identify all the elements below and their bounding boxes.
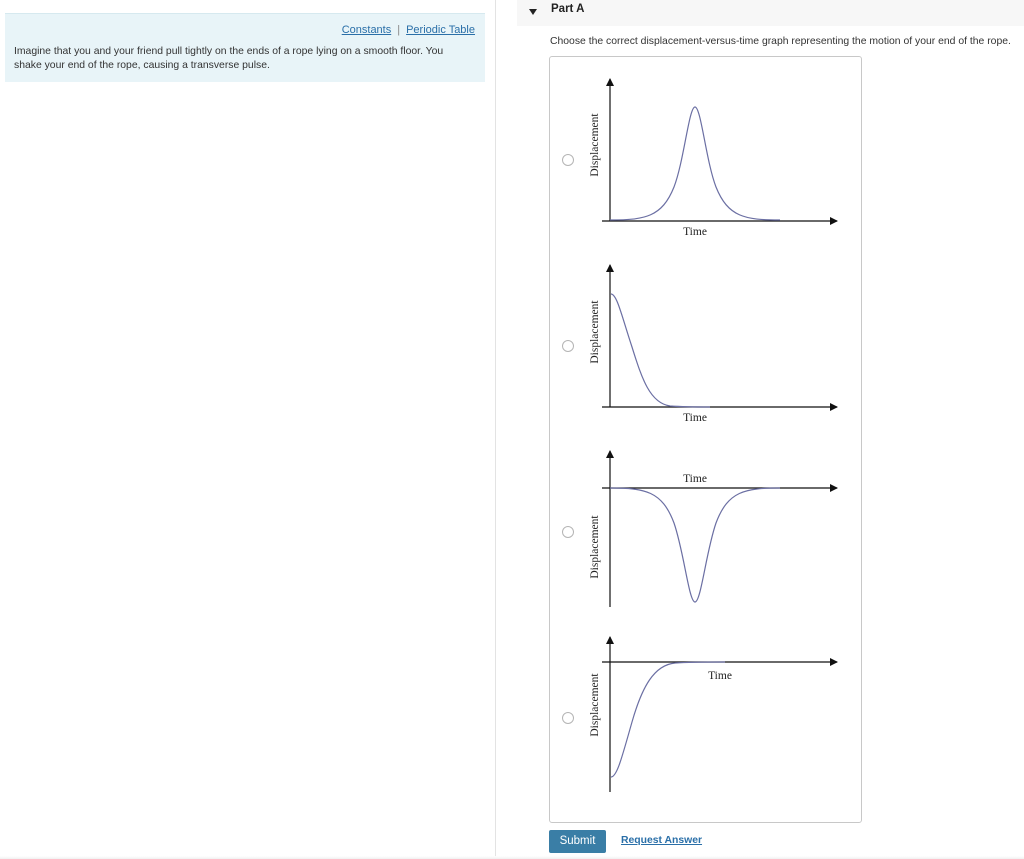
graph-d-ylabel: Displacement <box>589 673 601 737</box>
graph-a-curve <box>610 107 780 220</box>
graph-b-xlabel: Time <box>683 412 707 424</box>
answer-choices-box <box>549 56 862 823</box>
graph-b-curve <box>611 294 710 407</box>
choice-graphs <box>550 57 861 822</box>
graph-d <box>589 637 837 792</box>
graph-c-xlabel: Time <box>683 473 707 485</box>
part-title: Part A <box>551 3 585 15</box>
graph-b-ylabel: Displacement <box>589 300 601 364</box>
graph-c-ylabel: Displacement <box>589 515 601 579</box>
caret-down-icon[interactable] <box>529 9 537 15</box>
graph-a-xlabel: Time <box>683 226 707 238</box>
graph-a-ylabel: Displacement <box>589 113 601 177</box>
graph-c <box>589 451 837 607</box>
request-answer-link[interactable]: Request Answer <box>621 835 703 846</box>
graph-b <box>589 265 837 424</box>
problem-intro-panel <box>5 13 485 82</box>
resource-links <box>342 24 475 36</box>
graph-d-xlabel: Time <box>708 670 732 682</box>
constants-link[interactable]: Constants <box>341 24 392 36</box>
graph-c-curve <box>610 488 780 602</box>
periodic-table-link[interactable]: Periodic Table <box>406 24 475 36</box>
question-text: Choose the correct displacement-versus-time graph representing the motion of your end of the rope. <box>550 36 1011 47</box>
link-separator: | <box>397 24 401 36</box>
graph-a <box>589 79 837 238</box>
submit-button[interactable]: Submit <box>549 830 606 853</box>
part-a-header[interactable] <box>517 0 1024 26</box>
column-divider <box>495 0 496 859</box>
intro-text: Imagine that you and your friend pull tightly on the ends of a rope lying on a smooth floor. You shake your end of the rope, causing a transverse pulse. <box>14 46 444 71</box>
